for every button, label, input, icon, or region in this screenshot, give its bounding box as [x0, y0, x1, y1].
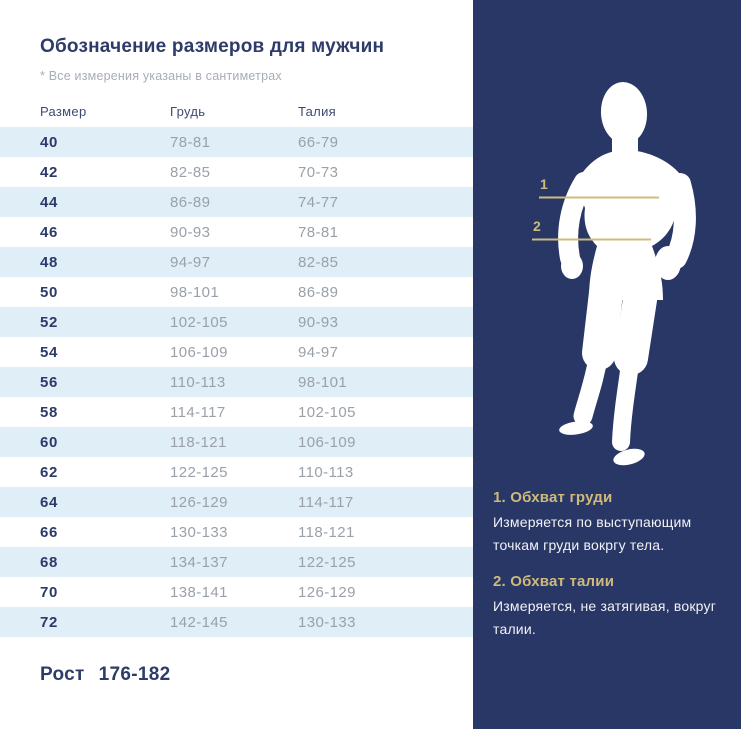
waist-cell: 122-125 — [298, 553, 356, 571]
table-row — [0, 247, 473, 277]
measurement-panel — [473, 0, 741, 729]
chest-cell: 86-89 — [170, 193, 211, 211]
waist-cell: 114-117 — [298, 493, 354, 511]
measurement-legend — [493, 489, 729, 641]
waist-cell: 82-85 — [298, 253, 339, 271]
waist-cell: 78-81 — [298, 223, 339, 241]
chest-cell: 122-125 — [170, 463, 228, 481]
size-cell: 46 — [40, 223, 58, 241]
table-row — [0, 277, 473, 307]
size-cell: 66 — [40, 523, 58, 541]
waist-cell: 98-101 — [298, 373, 348, 391]
table-row — [0, 367, 473, 397]
table-row — [0, 607, 473, 637]
waist-cell: 118-121 — [298, 523, 355, 541]
size-cell: 42 — [40, 163, 58, 181]
table-row — [0, 427, 473, 457]
table-body — [0, 127, 473, 637]
waist-cell: 126-129 — [298, 583, 356, 601]
height-label: Рост — [40, 664, 85, 685]
table-header-row — [0, 96, 473, 127]
table-row — [0, 187, 473, 217]
chest-cell: 142-145 — [170, 613, 228, 631]
table-row — [0, 337, 473, 367]
chest-cell: 126-129 — [170, 493, 228, 511]
chest-cell: 94-97 — [170, 253, 211, 271]
chest-cell: 98-101 — [170, 283, 220, 301]
waist-cell: 94-97 — [298, 343, 339, 361]
chest-marker-number: 1 — [540, 176, 548, 192]
height-range — [40, 664, 170, 686]
size-cell: 44 — [40, 193, 58, 211]
size-cell: 54 — [40, 343, 58, 361]
waist-cell: 110-113 — [298, 463, 354, 481]
page-title: Обозначение размеров для мужчин — [40, 36, 385, 57]
size-cell: 40 — [40, 133, 58, 151]
chest-cell: 110-113 — [170, 373, 226, 391]
chest-cell: 130-133 — [170, 523, 228, 541]
table-row — [0, 127, 473, 157]
waist-marker-number: 2 — [533, 218, 541, 234]
waist-cell: 90-93 — [298, 313, 339, 331]
table-row — [0, 487, 473, 517]
chest-cell: 106-109 — [170, 343, 228, 361]
size-cell: 52 — [40, 313, 58, 331]
size-cell: 64 — [40, 493, 58, 511]
size-cell: 60 — [40, 433, 58, 451]
waist-cell: 66-79 — [298, 133, 339, 151]
size-cell: 70 — [40, 583, 58, 601]
size-cell: 72 — [40, 613, 58, 631]
chest-cell: 90-93 — [170, 223, 211, 241]
chest-cell: 78-81 — [170, 133, 211, 151]
table-row — [0, 397, 473, 427]
chest-cell: 102-105 — [170, 313, 228, 331]
size-cell: 50 — [40, 283, 58, 301]
table-row — [0, 157, 473, 187]
legend-title-chest: 1. Обхват груди — [493, 489, 613, 506]
waist-cell: 86-89 — [298, 283, 339, 301]
legend-text-chest: Измеряется по выступающим точкам груди вокргу тела. — [493, 514, 692, 553]
waist-cell: 106-109 — [298, 433, 356, 451]
size-cell: 68 — [40, 553, 58, 571]
chest-cell: 138-141 — [170, 583, 228, 601]
size-table — [0, 96, 473, 637]
legend-item-chest — [493, 489, 729, 557]
size-cell: 48 — [40, 253, 58, 271]
column-header-chest: Грудь — [170, 104, 206, 119]
height-value: 176-182 — [98, 664, 171, 685]
waist-cell: 74-77 — [298, 193, 339, 211]
chest-cell: 114-117 — [170, 403, 226, 421]
legend-title-waist: 2. Обхват талии — [493, 573, 615, 590]
table-row — [0, 217, 473, 247]
column-header-size: Размер — [40, 104, 87, 119]
waist-cell: 70-73 — [298, 163, 339, 181]
legend-item-waist — [493, 573, 729, 641]
chest-cell: 82-85 — [170, 163, 211, 181]
column-header-waist: Талия — [298, 104, 336, 119]
units-note: * Все измерения указаны в сантиметрах — [40, 69, 282, 83]
chest-cell: 118-121 — [170, 433, 227, 451]
table-row — [0, 457, 473, 487]
size-cell: 62 — [40, 463, 58, 481]
table-row — [0, 307, 473, 337]
chest-cell: 134-137 — [170, 553, 228, 571]
size-cell: 56 — [40, 373, 58, 391]
table-row — [0, 517, 473, 547]
table-row — [0, 547, 473, 577]
size-cell: 58 — [40, 403, 58, 421]
waist-cell: 102-105 — [298, 403, 356, 421]
table-row — [0, 577, 473, 607]
waist-cell: 130-133 — [298, 613, 356, 631]
legend-text-waist: Измеряется, не затягивая, вокруг талии. — [493, 598, 717, 637]
